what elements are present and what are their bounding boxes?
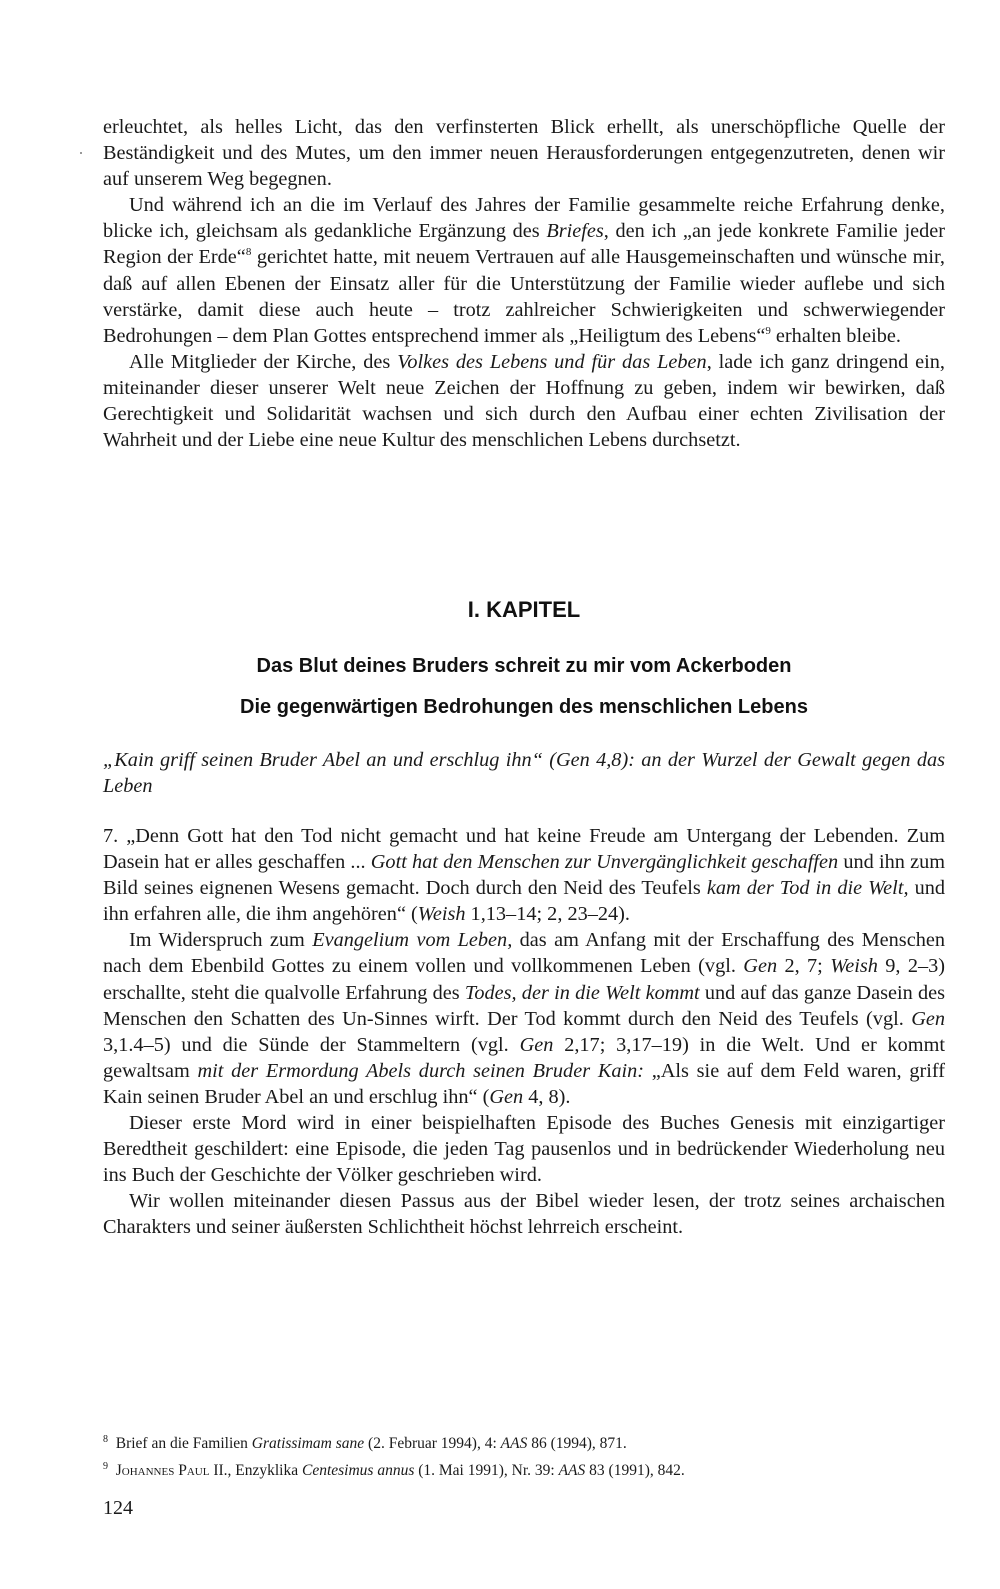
footnote-reference: 8 — [245, 246, 252, 259]
paragraph — [103, 349, 945, 453]
chapter-subtitle: Das Blut deines Bruders schreit zu mir vom Ackerboden — [256, 655, 792, 677]
footnote-marker: 8 — [103, 1433, 108, 1445]
paragraph-continued — [103, 114, 945, 192]
paragraph — [103, 823, 945, 927]
chapter-title: I. KAPITEL — [467, 597, 581, 622]
paragraph-text: , den ich „an jede konkrete Familie jeder Region der Erde“ — [103, 220, 945, 269]
footnote-marker: 9 — [103, 1460, 108, 1472]
footnote-text: 83 (1991), 842. — [585, 1462, 685, 1479]
paragraph-text: Dieser erste Mord wird in einer beispielhaften Episode des Buches Genesis mit einzigartiger Beredtheit geschildert: eine Episode, die jeden Tag pausenlos und in bedrückender Wiederholung neu ins Buch der Geschichte der Völker geschrieben wird. — [103, 1112, 945, 1187]
chapter-subtitle: Die gegenwärtigen Bedrohungen des menschlichen Lebens — [240, 696, 808, 718]
paragraph-text: 7. „Denn Gott hat den Tod nicht gemacht und hat keine Freude am Untergang der Lebenden. Zum Dasein hat er alles geschaffen ... — [103, 825, 945, 874]
paragraph — [103, 192, 945, 349]
paragraph-text: erhalten bleibe. — [770, 324, 901, 347]
paragraph-text: das am Anfang mit der Erschaffung des Menschen nach dem Ebenbild Gottes zu einem vollen und vollkommenen Leben (vgl. — [103, 929, 945, 978]
paragraph-text: 9, 2–3) erschallte, steht die qualvolle Erfahrung des — [103, 955, 946, 1004]
paragraph — [103, 927, 945, 1110]
paragraph-text: , lade ich ganz dringend ein, miteinander dieser unserer Welt neue Zeichen der Hoffnung zu geben, indem wir bewirken, daß Gerechtigkeit und Solidarität wachsen und sich durch den Aufbau einer echten Zivilisation der Wahrheit und der Liebe eine neue Kultur des menschlichen Lebens durchsetzt. — [103, 350, 946, 452]
paragraph — [103, 1110, 945, 1188]
intro-text-block — [103, 114, 945, 453]
paragraph-text: 2, 7; — [777, 955, 831, 978]
margin-mark — [80, 152, 82, 154]
italic-text: Gen — [743, 955, 778, 978]
italic-text: Volkes des Lebens und für das Leben — [397, 350, 707, 373]
italic-text: Gott hat den Menschen zur Unvergänglichkeit geschaffen — [370, 851, 839, 874]
italic-text: Gratissimam sane — [251, 1435, 365, 1452]
italic-text: Evangelium vom Leben, — [312, 929, 513, 952]
paragraph-text: Wir wollen miteinander diesen Passus aus der Bibel wieder lesen, der trotz seines archaischen Charakters und seiner äußersten Schlichtheit höchst lehrreich erscheint. — [103, 1190, 945, 1239]
paragraph-text: und ihn zum Bild seines eignenen Wesens gemacht. Doch durch den Neid des Teufels — [103, 851, 945, 900]
italic-text: Centesimus annus — [301, 1462, 415, 1479]
italic-text: mit der Ermordung Abels durch seinen Bruder Kain: — [197, 1059, 645, 1082]
footnote-author: Johannes Paul II. — [115, 1462, 228, 1479]
paragraph-text: 4, 8). — [523, 1085, 571, 1108]
italic-text: AAS — [558, 1462, 586, 1479]
footnote-reference: 9 — [765, 324, 771, 337]
footnote-text: Brief an die Familien — [115, 1435, 252, 1452]
footnote-text: (1. Mai 1991), Nr. 39: — [414, 1462, 559, 1479]
italic-text: Gen — [489, 1085, 524, 1108]
paragraph — [103, 1188, 945, 1240]
italic-text: Briefes — [546, 220, 604, 243]
paragraph-text: und auf das ganze Dasein des Menschen den Schatten des Un-Sinnes wirft. Der Tod kommt durch den Neid des Teufels (vgl. — [103, 981, 946, 1030]
footnote-8 — [103, 1430, 945, 1457]
paragraph-text: Und während ich an die im Verlauf des Jahres der Familie gesammelte reiche Erfahrung denke, blicke ich, gleichsam als gedankliche Ergänzung des — [103, 194, 945, 243]
page-number: 124 — [103, 1497, 133, 1519]
paragraph-text: Alle Mitglieder der Kirche, des — [129, 350, 398, 373]
footnote-text: , Enzyklika — [227, 1462, 302, 1479]
footnotes — [103, 1430, 945, 1484]
italic-text: Todes, der in die Welt kommt — [464, 981, 700, 1004]
paragraph-text: gerichtet hatte, mit neuem Vertrauen auf alle Hausgemeinschaften und wünsche mir, daß auf allen Ebenen der Einsatz aller für die Unterstützung der Familie wieder auflebe und sich verstärke, damit diese auch heute – trotz zahlreicher Schwierigkeiten und schwerwiegender Bedrohungen – dem Plan Gottes entsprechend immer als „Heiligtum des Lebens“ — [103, 246, 945, 347]
paragraph-text: „Als sie auf dem Feld waren, griff Kain seinen Bruder Abel an und erschlug ihn“ ( — [103, 1059, 945, 1108]
italic-text: AAS — [500, 1435, 528, 1452]
main-text-block — [103, 823, 945, 1241]
paragraph-text: 1,13–14; 2, 23–24). — [465, 903, 630, 926]
paragraph-text: erleuchtet, als helles Licht, das den verfinsterten Blick erhellt, als unerschöpfliche Quelle der Beständigkeit und des Mutes, um den immer neuen Herausforderungen entgegenzutreten, denen wir auf unserem Weg begegnen. — [103, 116, 945, 191]
italic-text: Weish — [417, 903, 466, 926]
footnote-text: (2. Februar 1994), 4: — [364, 1435, 501, 1452]
footnote-9 — [103, 1457, 945, 1484]
paragraph-text: Im Widerspruch zum — [129, 929, 313, 952]
italic-text: Gen — [911, 1007, 945, 1030]
paragraph-text: und ihn erfahren alle, die ihm angehören“ ( — [103, 877, 945, 926]
italic-text: kam der Tod in die Welt, — [706, 877, 909, 900]
footnote-text: 86 (1994), 871. — [527, 1435, 627, 1452]
italic-text: Gen — [519, 1033, 554, 1056]
section-epigraph: „Kain griff seinen Bruder Abel an und erschlug ihn“ (Gen 4,8): an der Wurzel der Gewalt gegen das Leben — [103, 749, 945, 798]
italic-text: Weish — [830, 955, 878, 978]
paragraph-text: 2,17; 3,17–19) in die Welt. Und er kommt gewaltsam — [103, 1033, 945, 1082]
paragraph-text: 3,1.4–5) und die Sünde der Stammeltern (vgl. — [103, 1033, 520, 1056]
